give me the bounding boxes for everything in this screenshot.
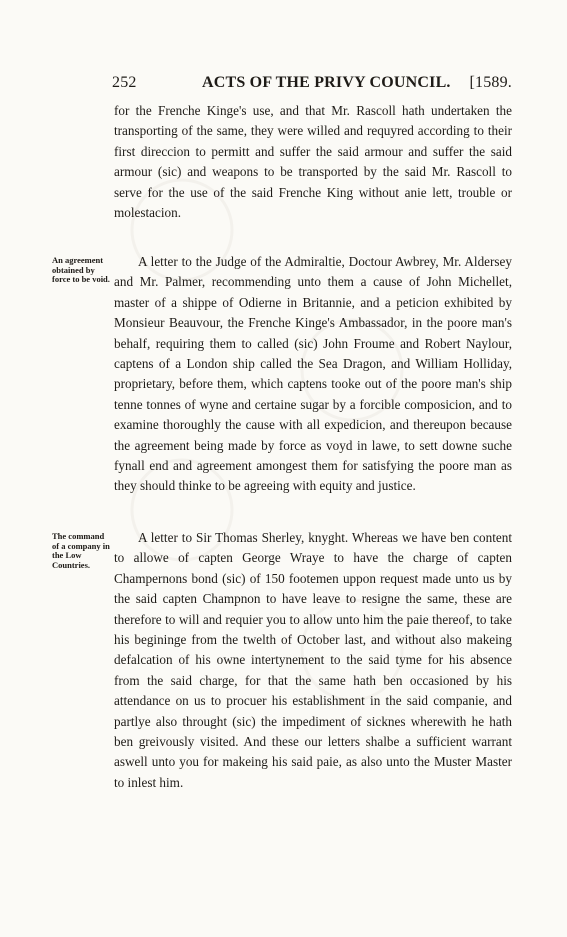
running-title: ACTS OF THE PRIVY COUNCIL.: [202, 74, 451, 91]
paragraph-continuation: for the Frenche Kinge's use, and that Mr. Rascoll hath undertaken the transporting of the same, they were willed and requyred according to their first direccion to permitt and suffer the said armour and suffer the said armour (sic) and weapons to be transported by the said Mr. Rascoll to serve for the use of the said Frenche King without anie lett, trouble or molestacion.: [114, 103, 512, 221]
page-header: [112, 74, 512, 94]
running-year: [1589.: [469, 74, 512, 91]
margin-note-command: The command of a company in the Low Countries.: [52, 531, 110, 570]
page-number: 252: [112, 74, 137, 91]
paragraph-admiralty-letter: A letter to the Judge of the Admiraltie, Doctour Awbrey, Mr. Aldersey and Mr. Palmer, recommending unto them a cause of John Michellet, master of a shippe of Odierne in Britannie, and a peticion exhibited by Monsieur Beauvour, the Frenche Kinge's Ambassador, in the poore man's behalf, requiring them to called (sic) John Froume and Robert Naylour, captens of a London ship called the Sea Dragon, and William Holliday, proprietary, before them, which captens tooke out of the poore man's ship tenne tonnes of wyne and certaine sugar by a forcible composicion, and to examine thoroughly the cause with all expedicion, and thereupon because the agreement being made by force as voyd in lawe, to sett downe suche fynall end and agreement amongest them for satisfying the poore man as they should thinke to be agreeing with equity and justice.: [114, 254, 512, 494]
paragraph-sherley-letter: A letter to Sir Thomas Sherley, knyght. Whereas we have ben content to allowe of capten George Wraye to have the charge of capten Champernons bond (sic) of 150 footemen uppon request made unto us by the said capten Champnon to have leave to resigne the same, these are therefore to will and requier you to allow unto him the paie thereof, to take his begininge from the twelth of October last, and without also makeing defalcation of his owne intertynement to the said tyme for his absence from the said charge, for that the same hath ben occasioned by his attendance on us to procuer his establishment in the said companie, and partlye also throught (sic) the impediment of sicknes wherewith he hath ben greivously visited. And these our letters shalbe a sufficient warrant aswell unto you for makeing his said paie, as also unto the Muster Master to inlest him.: [114, 530, 512, 790]
margin-note-agreement: An agreement obtained by force to be void.: [52, 255, 110, 285]
